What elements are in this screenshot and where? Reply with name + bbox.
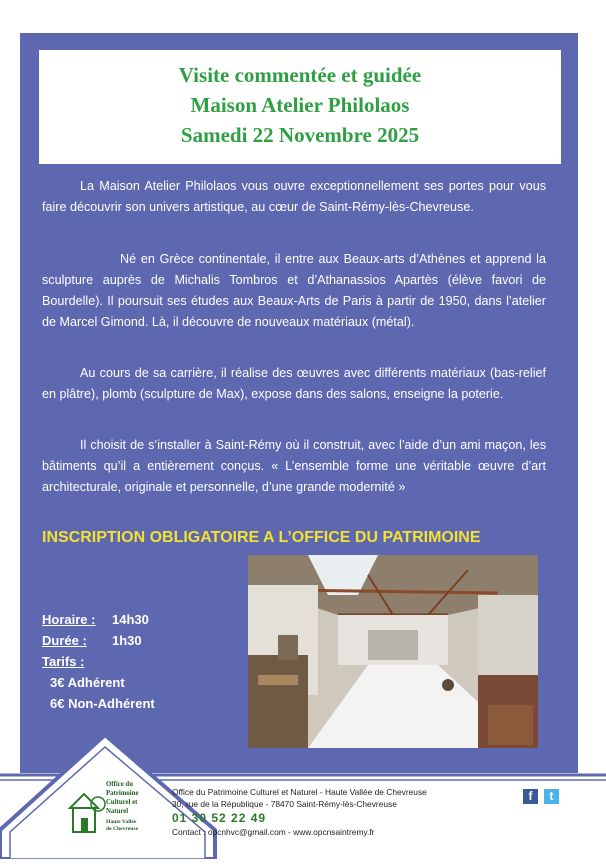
twitter-icon[interactable]: t bbox=[544, 789, 559, 804]
atelier-photo bbox=[248, 555, 538, 748]
opcn-logo bbox=[66, 780, 156, 846]
tarifs-label: Tarifs : bbox=[42, 654, 85, 669]
paragraph-biography: Né en Grèce continentale, il entre aux Beaux-arts d’Athènes et apprend la sculpture auprès de Michalis Tombros et d’Athanassios Apartès (élève favori de Bourdelle). Il poursuit ses études aux Beaux-Arts de Paris à partir de 1950, dans l’atelier de Marcel Gimond. Là, il découvre de nouveaux matériaux (métal). bbox=[42, 252, 546, 329]
paragraph-house: Il choisit de s’installer à Saint-Rémy où il construit, avec l’aide d’un ami maçon, les bâtiments qu’il a entièrement conçus. « L’ensemble forme une véritable œuvre d’art architecturale, originale et personnelle, d’une grande modernité » bbox=[42, 438, 546, 494]
title-line-1: Visite commentée et guidée bbox=[178, 63, 422, 87]
footer-phone: 01 30 52 22 49 bbox=[172, 811, 267, 825]
paragraph-intro: La Maison Atelier Philolaos vous ouvre exceptionnellement ses portes pour vous faire découvrir son univers artistique, au cœur de Saint-Rémy-lès-Chevreuse. bbox=[42, 179, 546, 214]
tarif-adherent: 3€ Adhérent bbox=[50, 675, 125, 690]
horaire-label: Horaire : bbox=[42, 612, 96, 627]
facebook-icon[interactable]: f bbox=[523, 789, 538, 804]
duree-label: Durée : bbox=[42, 633, 87, 648]
logo-text-1: Office du bbox=[106, 781, 133, 788]
footer-contact bbox=[172, 786, 427, 838]
footer-email-web: Contact : opcnhvc@gmail.com - www.opcnsaintremy.fr bbox=[172, 827, 375, 837]
logo-text-2: Patrimoine bbox=[106, 790, 139, 797]
footer-org: Office du Patrimoine Culturel et Naturel - Haute Vallée de Chevreuse bbox=[172, 787, 427, 797]
duree-value: 1h30 bbox=[112, 633, 142, 648]
logo-text-5: Haute Vallée bbox=[106, 819, 137, 825]
flyer-panel bbox=[20, 33, 578, 773]
logo-text-6: de Chevreuse bbox=[106, 826, 139, 832]
horaire-value: 14h30 bbox=[112, 612, 149, 627]
footer-address: 30, rue de la République - 78470 Saint-Rémy-lès-Chevreuse bbox=[172, 799, 397, 809]
atelier-interior-image bbox=[248, 555, 538, 748]
title-line-3: Samedi 22 Novembre 2025 bbox=[180, 123, 420, 147]
inscription-notice: INSCRIPTION OBLIGATOIRE A L’OFFICE DU PATRIMOINE bbox=[42, 529, 481, 546]
logo-text-4: Naturel bbox=[106, 808, 129, 815]
title-box bbox=[39, 50, 561, 164]
logo-text-3: Culturel et bbox=[106, 799, 138, 806]
tarif-non-adherent: 6€ Non-Adhérent bbox=[50, 696, 155, 711]
house-tree-icon bbox=[66, 786, 106, 836]
paragraph-career: Au cours de sa carrière, il réalise des œuvres avec différents matériaux (bas-relief en plâtre), plomb (sculpture de Max), expose dans des salons, enseigne la poterie. bbox=[42, 366, 546, 401]
visit-info bbox=[42, 609, 155, 714]
title-line-2: Maison Atelier Philolaos bbox=[190, 93, 410, 117]
